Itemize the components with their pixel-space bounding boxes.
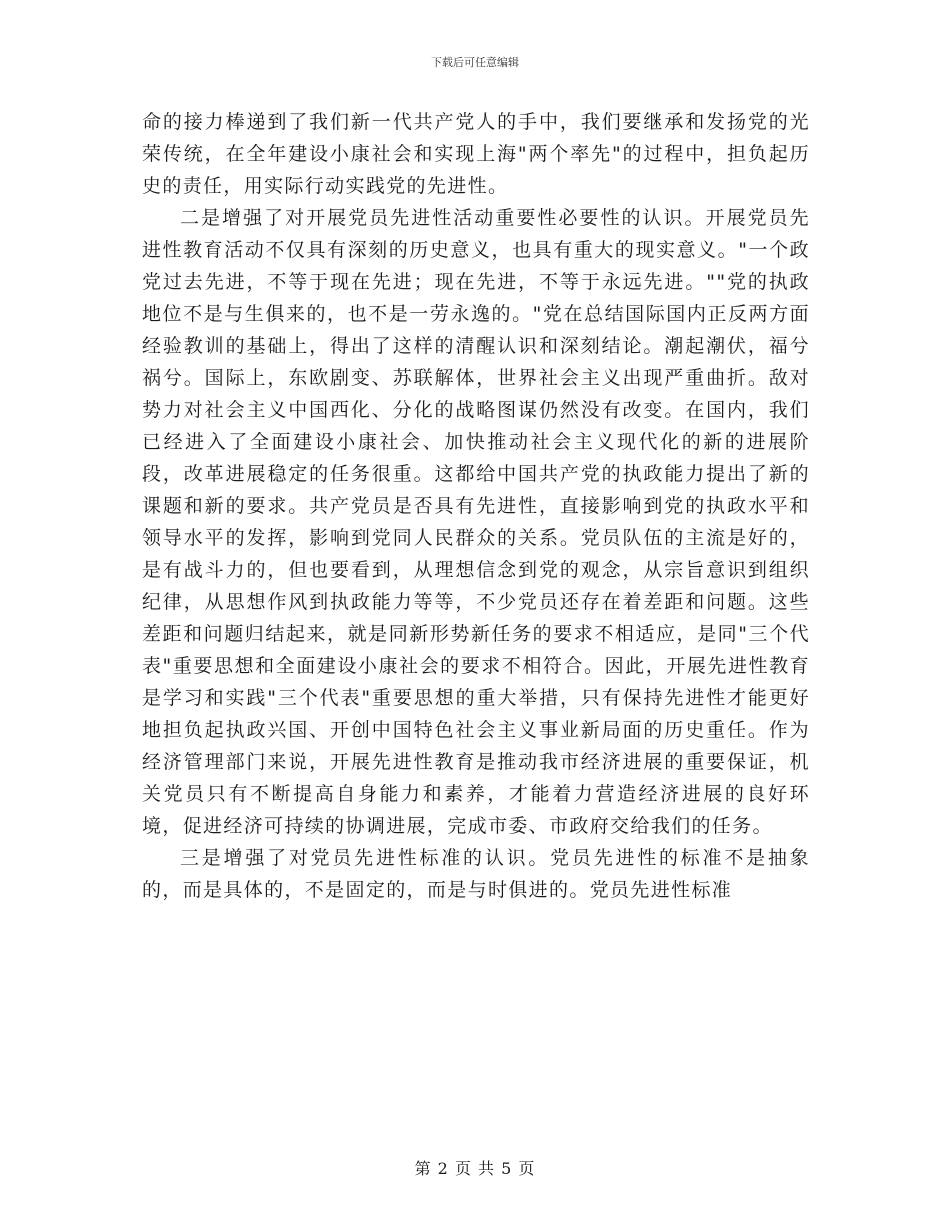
paragraph-continuation: 命的接力棒递到了我们新一代共产党人的手中，我们要继承和发扬党的光荣传统，在全年建设小康社会和实现上海"两个率先"的过程中，担负起历史的责任，用实际行动实践党的先进性。 <box>142 111 810 197</box>
document-body <box>142 106 810 906</box>
paragraph-point-two: 二是增强了对开展党员先进性活动重要性必要性的认识。开展党员先进性教育活动不仅具有深刻的历史意义，也具有重大的现实意义。"一个政党过去先进，不等于现在先进；现在先进，不等于永远先进。""党的执政地位不是与生俱来的，也不是一劳永逸的。"党在总结国际国内正反两方面经验教训的基础上，得出了这样的清醒认识和深刻结论。潮起潮伏，福兮祸兮。国际上，东欧剧变、苏联解体，世界社会主义出现严重曲折。敌对势力对社会主义中国西化、分化的战略图谋仍然没有改变。在国内，我们已经进入了全面建设小康社会、加快推动社会主义现代化的新的进展阶段，改革进展稳定的任务很重。这都给中国共产党的执政能力提出了新的课题和新的要求。共产党员是否具有先进性，直接影响到党的执政水平和领导水平的发挥，影响到党同人民群众的关系。党员队伍的主流是好的，是有战斗力的，但也要看到，从理想信念到党的观念，从宗旨意识到组织纪律，从思想作风到执政能力等等，不少党员还存在着差距和问题。这些差距和问题归结起来，就是同新形势新任务的要求不相适应，是同"三个代表"重要思想和全面建设小康社会的要求不相符合。因此，开展先进性教育是学习和实践"三个代表"重要思想的重大举措，只有保持先进性才能更好地担负起执政兴国、开创中国特色社会主义事业新局面的历史重任。作为经济管理部门来说，开展先进性教育是推动我市经济进展的重要保证，机关党员只有不断提高自身能力和素养，才能着力营造经济进展的良好环境，促进经济可持续的协调进展，完成市委、市政府交给我们的任务。 <box>142 207 810 837</box>
page-header: 下载后可任意编辑 <box>431 56 519 69</box>
page-number-footer: 第 2 页 共 5 页 <box>414 1159 536 1178</box>
paragraph-point-three: 三是增强了对党员先进性标准的认识。党员先进性的标准不是抽象的，而是具体的，不是固定的，而是与时俱进的。党员先进性标准 <box>142 847 810 901</box>
